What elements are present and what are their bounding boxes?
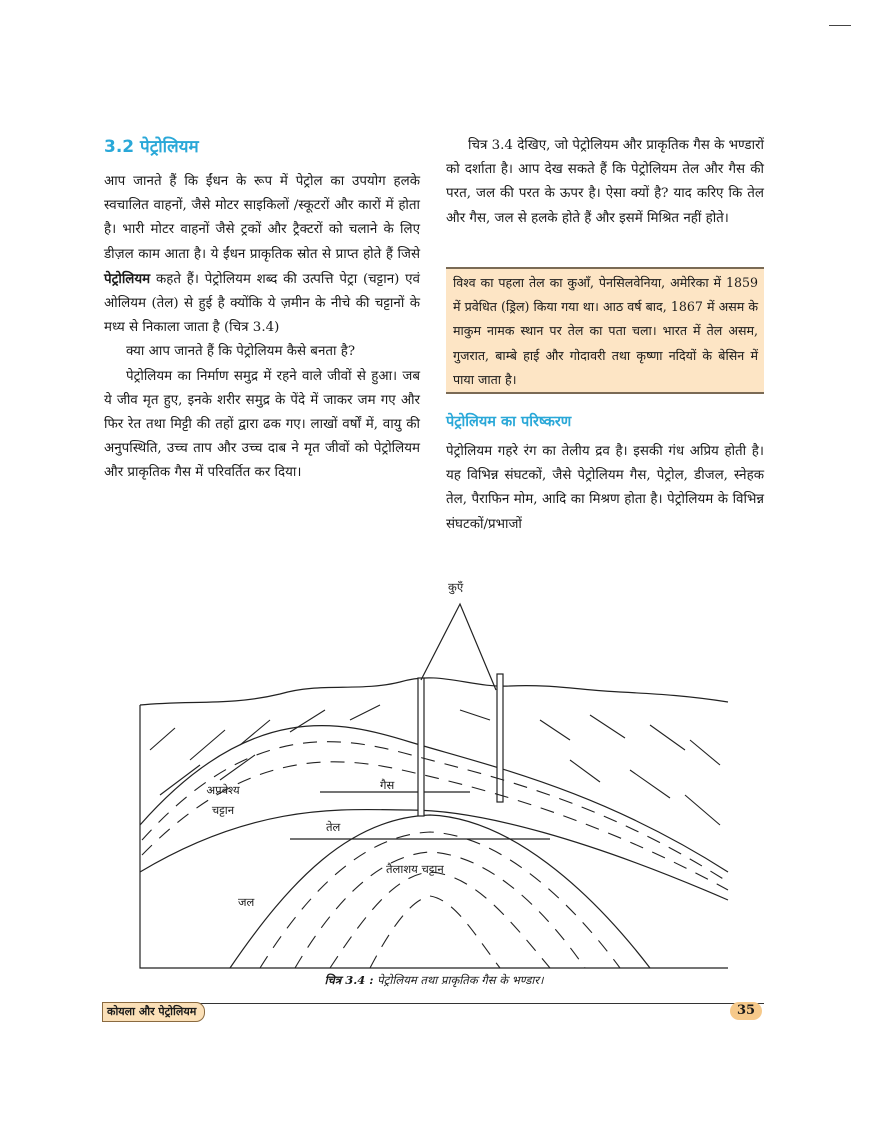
right-column <box>446 134 764 231</box>
section-number: 3.2 <box>104 137 135 157</box>
footer-chapter-title: कोयला और पेट्रोलियम <box>102 1002 205 1022</box>
page-number: 35 <box>730 1002 762 1020</box>
intro-text-a: आप जानते हैं कि ईंधन के रूप में पेट्रोल का उपयोग हलके स्वचालित वाहनों, जैसे मोटर साइकिलों /स्कूटरों और कारों में होता है। भारी मोटर वाहनों जैसे ट्रकों और ट्रैक्टरों को चलाने के लिए डीज़ल काम आता है। ये ईंधन प्राकृतिक स्रोत से प्राप्त होते हैं जिसे <box>104 174 420 262</box>
refining-paragraph: पेट्रोलियम गहरे रंग का तेलीय द्रव है। इसकी गंध अप्रिय होती है। यह विभिन्न संघटकों, जैसे पेट्रोलियम गैस, पेट्रोल, डीजल, स्नेहक तेल, पैराफिन मोम, आदि का मिश्रण होता है। पेट्रोलियम के विभिन्न संघटकों/प्रभाजों <box>446 444 764 532</box>
info-box-text: विश्व का पहला तेल का कुआँ, पेनसिलवेनिया, अमेरिका में 1859 में प्रवेधित (ड्रिल) किया गया था। आठ वर्ष बाद, 1867 में असम के माकुम नामक स्थान पर तेल का पता चला। भारत में तेल असम, गुजरात, बाम्बे हाई और गोदावरी तथा कृष्णा नदियों के बेसिन में पाया जाता है। <box>453 275 758 387</box>
caption-text: पेट्रोलियम तथा प्राकृतिक गैस के भण्डार। <box>377 973 544 987</box>
refining-heading: पेट्रोलियम का परिष्करण <box>446 414 572 430</box>
intro-text-b: कहते हैं। पेट्रोलियम शब्द की उत्पत्ति पेट्रा (चट्टान) एवं ओलियम (तेल) से हुई है क्योंकि ये ज़मीन के नीचे की चट्टानों के मध्य से निकाला जाता है (चित्र 3.4) <box>104 271 420 336</box>
label-gas: गैस <box>380 778 395 792</box>
label-wells: कुएँ <box>448 580 464 594</box>
well-1 <box>418 678 424 816</box>
section-heading <box>104 134 420 160</box>
label-oil-rock: तैलाशय चट्टान <box>386 862 444 876</box>
reservoir-diagram <box>130 570 740 975</box>
intro-paragraph <box>104 170 420 340</box>
left-column <box>104 134 420 486</box>
figure-caption <box>140 973 728 988</box>
formation-paragraph: पेट्रोलियम का निर्माण समुद्र में रहने वाले जीवों से हुआ। जब ये जीव मृत हुए, इनके शरीर समुद्र के पेंदे में जाकर जम गए और फिर रेत तथा मिट्टी की तहों द्वारा ढक गए। लाखों वर्षों में, वायु की अनुपस्थिति, उच्च ताप और उच्च दाब ने मृत जीवों को पेट्रोलियम और प्राकृतिक गैस में परिवर्तित कर दिया। <box>104 368 420 481</box>
question-paragraph: क्या आप जानते हैं कि पेट्रोलियम कैसे बनता है? <box>126 344 356 360</box>
strata-dash-3 <box>260 832 620 968</box>
diagram-frame <box>140 705 728 968</box>
footer-rule <box>104 1003 764 1004</box>
label-water: जल <box>238 895 255 909</box>
ground-surface <box>140 678 728 705</box>
refining-section <box>446 406 764 537</box>
label-oil: तेल <box>326 820 341 834</box>
well-2 <box>497 674 503 802</box>
petroleum-reservoir-figure <box>130 570 740 975</box>
strata-dash-6 <box>370 896 500 968</box>
caption-label: चित्र 3.4 : <box>324 973 374 987</box>
info-box <box>446 267 764 394</box>
wells-pointer <box>421 604 496 690</box>
petroleum-term: पेट्रोलियम <box>104 270 151 287</box>
section-title: पेट्रोलियम <box>140 137 199 157</box>
reservoir-rock-arch <box>230 815 650 968</box>
figure-reference-paragraph: चित्र 3.4 देखिए, जो पेट्रोलियम और प्राकृतिक गैस के भण्डारों को दर्शाता है। आप देख सकते हैं कि पेट्रोलियम तेल और गैस की परत, जल की परत के ऊपर है। ऐसा क्यों है? याद करिए कि तेल और गैस, जल से हलके होते हैं और इसमें मिश्रित नहीं होते। <box>446 138 764 226</box>
corner-crop-mark <box>829 25 851 26</box>
label-impervious-rock: अप्रवेश्य चट्टान <box>206 783 240 817</box>
strata-dash-5 <box>330 872 550 968</box>
